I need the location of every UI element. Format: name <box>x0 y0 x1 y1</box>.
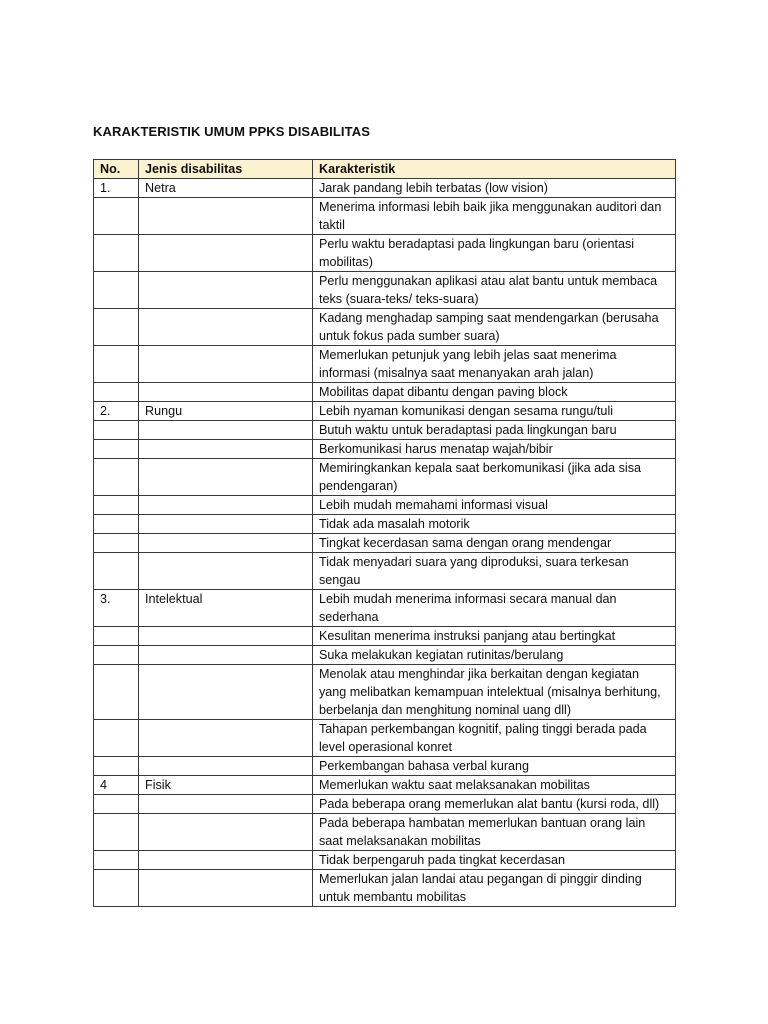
cell-karakteristik: Perkembangan bahasa verbal kurang <box>313 757 676 776</box>
cell-karakteristik: Jarak pandang lebih terbatas (low vision) <box>313 179 676 198</box>
cell-jenis-disabilitas <box>139 553 313 590</box>
cell-jenis-disabilitas <box>139 627 313 646</box>
cell-jenis-disabilitas <box>139 646 313 665</box>
cell-jenis-disabilitas <box>139 383 313 402</box>
cell-jenis-disabilitas: Intelektual <box>139 590 313 627</box>
cell-jenis-disabilitas <box>139 235 313 272</box>
cell-karakteristik: Kadang menghadap samping saat mendengarkan (berusaha untuk fokus pada sumber suara) <box>313 309 676 346</box>
cell-jenis-disabilitas <box>139 198 313 235</box>
cell-karakteristik: Tidak ada masalah motorik <box>313 515 676 534</box>
table-row <box>94 309 676 346</box>
cell-no <box>94 851 139 870</box>
table-body <box>94 179 676 907</box>
cell-no: 4 <box>94 776 139 795</box>
cell-jenis-disabilitas <box>139 272 313 309</box>
table-header <box>94 160 676 179</box>
cell-no <box>94 665 139 720</box>
table-row <box>94 720 676 757</box>
table-row <box>94 646 676 665</box>
table-row <box>94 179 676 198</box>
cell-no <box>94 553 139 590</box>
cell-no <box>94 627 139 646</box>
table-row <box>94 459 676 496</box>
cell-karakteristik: Menerima informasi lebih baik jika menggunakan auditori dan taktil <box>313 198 676 235</box>
table-row <box>94 198 676 235</box>
cell-no: 2. <box>94 402 139 421</box>
characteristics-table <box>93 159 676 907</box>
cell-no <box>94 720 139 757</box>
table-row <box>94 421 676 440</box>
cell-jenis-disabilitas <box>139 814 313 851</box>
cell-jenis-disabilitas <box>139 346 313 383</box>
cell-karakteristik: Lebih mudah memahami informasi visual <box>313 496 676 515</box>
cell-no <box>94 235 139 272</box>
cell-no <box>94 309 139 346</box>
cell-no <box>94 814 139 851</box>
table-row <box>94 795 676 814</box>
cell-karakteristik: Berkomunikasi harus menatap wajah/bibir <box>313 440 676 459</box>
cell-karakteristik: Pada beberapa orang memerlukan alat bantu (kursi roda, dll) <box>313 795 676 814</box>
cell-no <box>94 646 139 665</box>
cell-karakteristik: Memerlukan petunjuk yang lebih jelas saat menerima informasi (misalnya saat menanyakan arah jalan) <box>313 346 676 383</box>
cell-jenis-disabilitas <box>139 795 313 814</box>
table-row <box>94 272 676 309</box>
cell-jenis-disabilitas <box>139 534 313 553</box>
cell-karakteristik: Tidak berpengaruh pada tingkat kecerdasan <box>313 851 676 870</box>
table-row <box>94 814 676 851</box>
cell-no <box>94 534 139 553</box>
header-karakteristik: Karakteristik <box>313 160 676 179</box>
table-row <box>94 515 676 534</box>
cell-no <box>94 757 139 776</box>
cell-no <box>94 272 139 309</box>
header-jenis-disabilitas: Jenis disabilitas <box>139 160 313 179</box>
cell-karakteristik: Lebih nyaman komunikasi dengan sesama rungu/tuli <box>313 402 676 421</box>
cell-jenis-disabilitas <box>139 309 313 346</box>
cell-no: 1. <box>94 179 139 198</box>
cell-jenis-disabilitas <box>139 665 313 720</box>
cell-no <box>94 795 139 814</box>
cell-no <box>94 459 139 496</box>
cell-karakteristik: Perlu menggunakan aplikasi atau alat bantu untuk membaca teks (suara-teks/ teks-suara) <box>313 272 676 309</box>
table-row <box>94 776 676 795</box>
cell-karakteristik: Memiringkankan kepala saat berkomunikasi (jika ada sisa pendengaran) <box>313 459 676 496</box>
cell-karakteristik: Pada beberapa hambatan memerlukan bantuan orang lain saat melaksanakan mobilitas <box>313 814 676 851</box>
cell-jenis-disabilitas <box>139 515 313 534</box>
document-title: KARAKTERISTIK UMUM PPKS DISABILITAS <box>93 124 370 139</box>
table-row <box>94 590 676 627</box>
table-row <box>94 383 676 402</box>
table-row <box>94 440 676 459</box>
cell-jenis-disabilitas <box>139 720 313 757</box>
table-row <box>94 553 676 590</box>
header-no: No. <box>94 160 139 179</box>
cell-karakteristik: Tidak menyadari suara yang diproduksi, suara terkesan sengau <box>313 553 676 590</box>
table-row <box>94 346 676 383</box>
cell-jenis-disabilitas <box>139 421 313 440</box>
table-row <box>94 851 676 870</box>
cell-no: 3. <box>94 590 139 627</box>
cell-karakteristik: Kesulitan menerima instruksi panjang atau bertingkat <box>313 627 676 646</box>
cell-karakteristik: Butuh waktu untuk beradaptasi pada lingkungan baru <box>313 421 676 440</box>
cell-jenis-disabilitas <box>139 851 313 870</box>
cell-no <box>94 870 139 907</box>
cell-no <box>94 383 139 402</box>
cell-karakteristik: Perlu waktu beradaptasi pada lingkungan baru (orientasi mobilitas) <box>313 235 676 272</box>
table-row <box>94 235 676 272</box>
cell-jenis-disabilitas <box>139 496 313 515</box>
table-row <box>94 496 676 515</box>
cell-no <box>94 421 139 440</box>
table-row <box>94 627 676 646</box>
cell-no <box>94 346 139 383</box>
table-row <box>94 402 676 421</box>
cell-jenis-disabilitas: Fisik <box>139 776 313 795</box>
cell-karakteristik: Lebih mudah menerima informasi secara manual dan sederhana <box>313 590 676 627</box>
cell-karakteristik: Memerlukan waktu saat melaksanakan mobilitas <box>313 776 676 795</box>
cell-jenis-disabilitas <box>139 870 313 907</box>
cell-no <box>94 198 139 235</box>
cell-karakteristik: Menolak atau menghindar jika berkaitan dengan kegiatan yang melibatkan kemampuan intelektual (misalnya berhitung, berbelanja dan menghitung nominal uang dll) <box>313 665 676 720</box>
cell-jenis-disabilitas: Netra <box>139 179 313 198</box>
cell-jenis-disabilitas <box>139 440 313 459</box>
table-row <box>94 534 676 553</box>
cell-no <box>94 440 139 459</box>
cell-no <box>94 496 139 515</box>
cell-no <box>94 515 139 534</box>
table-row <box>94 870 676 907</box>
table-row <box>94 665 676 720</box>
cell-karakteristik: Mobilitas dapat dibantu dengan paving block <box>313 383 676 402</box>
cell-karakteristik: Tingkat kecerdasan sama dengan orang mendengar <box>313 534 676 553</box>
header-row <box>94 160 676 179</box>
cell-jenis-disabilitas <box>139 757 313 776</box>
cell-karakteristik: Tahapan perkembangan kognitif, paling tinggi berada pada level operasional konret <box>313 720 676 757</box>
cell-karakteristik: Suka melakukan kegiatan rutinitas/berulang <box>313 646 676 665</box>
table-row <box>94 757 676 776</box>
cell-jenis-disabilitas <box>139 459 313 496</box>
cell-karakteristik: Memerlukan jalan landai atau pegangan di pinggir dinding untuk membantu mobilitas <box>313 870 676 907</box>
cell-jenis-disabilitas: Rungu <box>139 402 313 421</box>
